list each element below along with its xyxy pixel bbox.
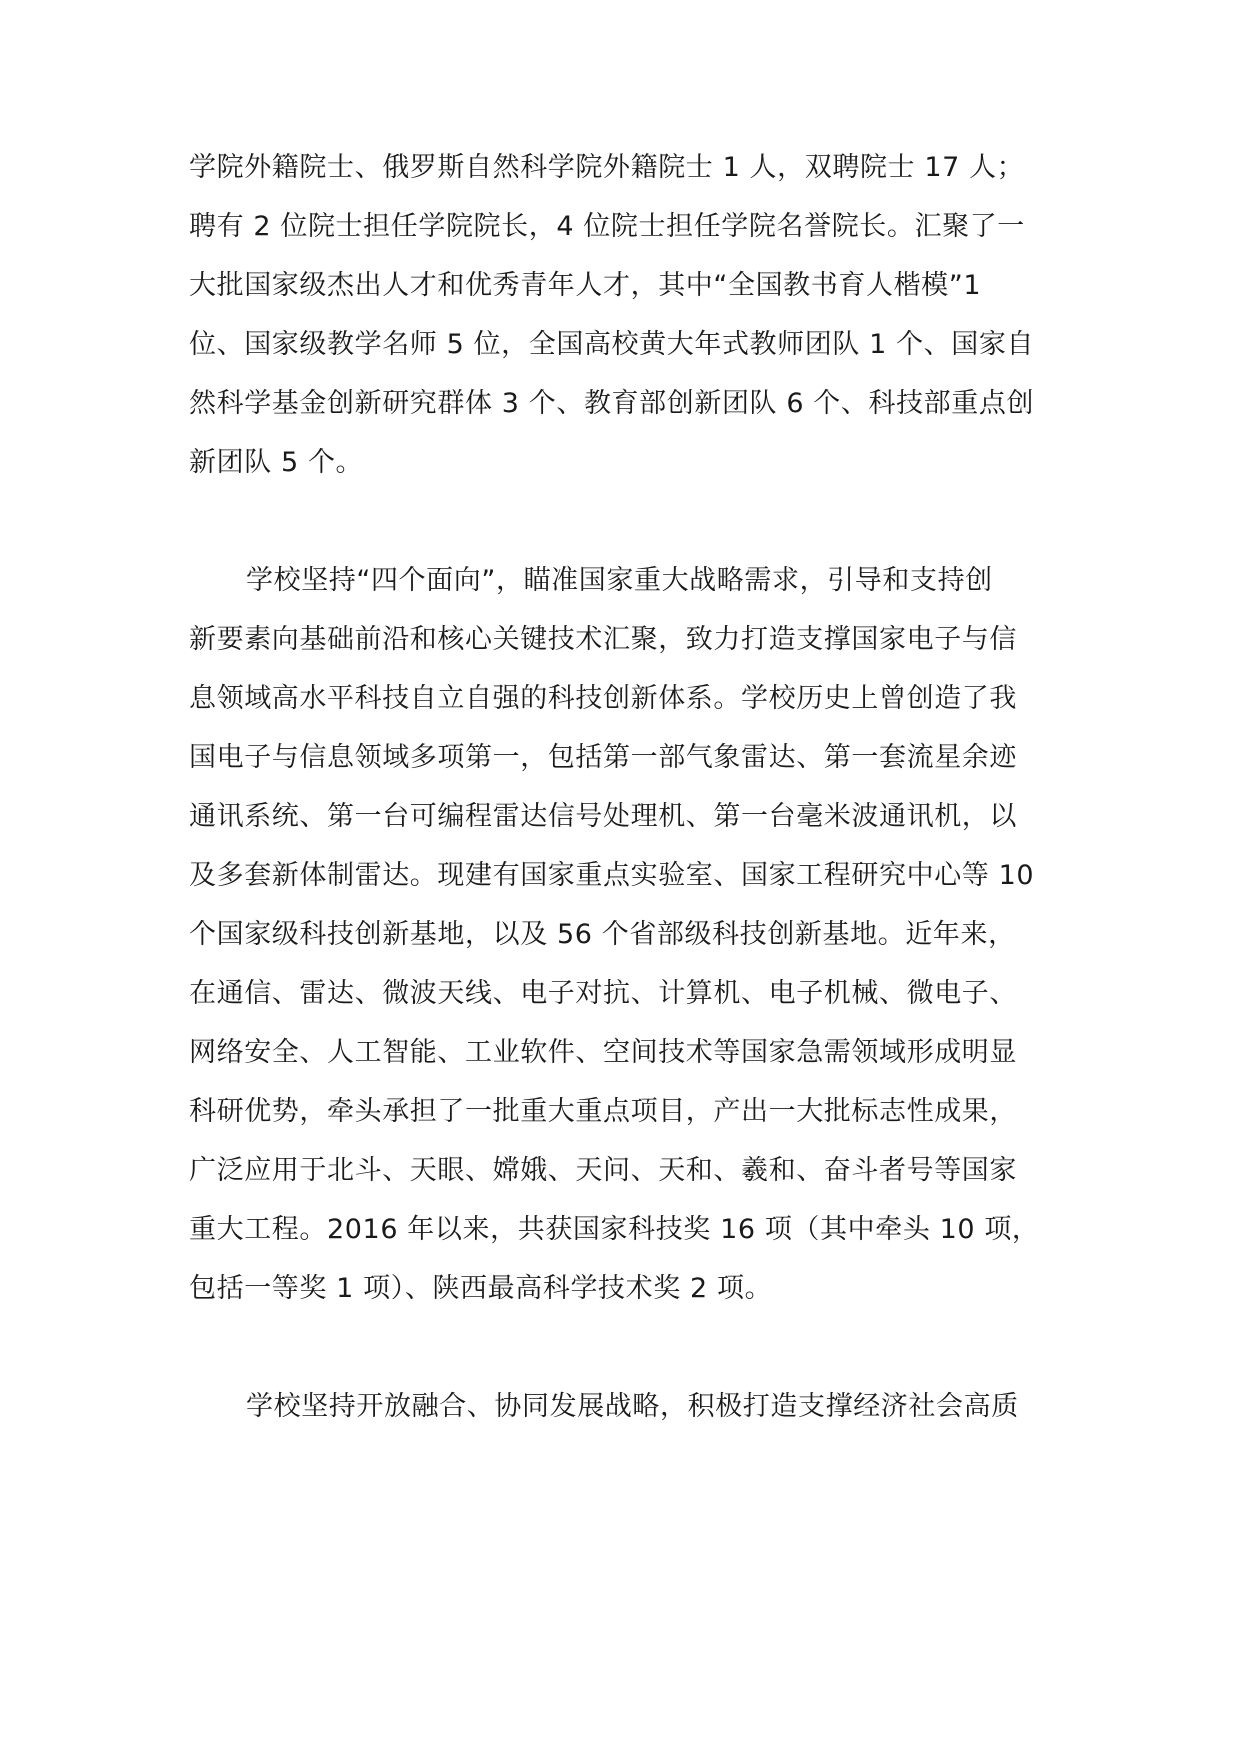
text-line: 息领域高水平科技自立自强的科技创新体系。学校历史上曾创造了我 (189, 683, 1017, 714)
text-line: 重大工程。2016 年以来，共获国家科技奖 16 项（其中牵头 10 项， (189, 1214, 1040, 1245)
text-line: 及多套新体制雷达。现建有国家重点实验室、国家工程研究中心等 10 (189, 860, 1035, 891)
text-line: 个国家级科技创新基地，以及 56 个省部级科技创新基地。近年来， (189, 919, 1016, 950)
paragraph-start-line: 学校坚持开放融合、协同发展战略，积极打造支撑经济社会高质 (246, 1391, 1019, 1422)
text-line: 国电子与信息领域多项第一，包括第一部气象雷达、第一套流星余迹 (189, 742, 1017, 773)
text-line: 通讯系统、第一台可编程雷达信号处理机、第一台毫米波通讯机，以 (189, 801, 1017, 832)
text-line: 聘有 2 位院士担任学院院长，4 位院士担任学院名誉院长。汇聚了一 (189, 211, 1025, 242)
text-line: 学院外籍院士、俄罗斯自然科学院外籍院士 1 人，双聘院士 17 人； (189, 152, 1025, 183)
text-line: 在通信、雷达、微波天线、电子对抗、计算机、电子机械、微电子、 (189, 978, 1017, 1009)
text-line: 新团队 5 个。 (189, 447, 364, 478)
text-line: 然科学基金创新研究群体 3 个、教育部创新团队 6 个、科技部重点创 (189, 388, 1035, 419)
text-line: 网络安全、人工智能、工业软件、空间技术等国家急需领域形成明显 (189, 1037, 1017, 1068)
text-line: 新要素向基础前沿和核心关键技术汇聚，致力打造支撑国家电子与信 (189, 624, 1017, 655)
text-line: 大批国家级杰出人才和优秀青年人才，其中“全国教书育人楷模”1 (189, 270, 982, 301)
text-line: 广泛应用于北斗、天眼、嫦娥、天问、天和、羲和、奋斗者号等国家 (189, 1155, 1017, 1186)
text-line: 科研优势，牵头承担了一批重大重点项目，产出一大批标志性成果， (189, 1096, 1017, 1127)
text-line: 位、国家级教学名师 5 位，全国高校黄大年式教师团队 1 个、国家自 (189, 329, 1035, 360)
paragraph-start-line: 学校坚持“四个面向”，瞄准国家重大战略需求，引导和支持创 (246, 565, 993, 596)
text-line: 包括一等奖 1 项）、陕西最高科学技术奖 2 项。 (189, 1273, 773, 1304)
